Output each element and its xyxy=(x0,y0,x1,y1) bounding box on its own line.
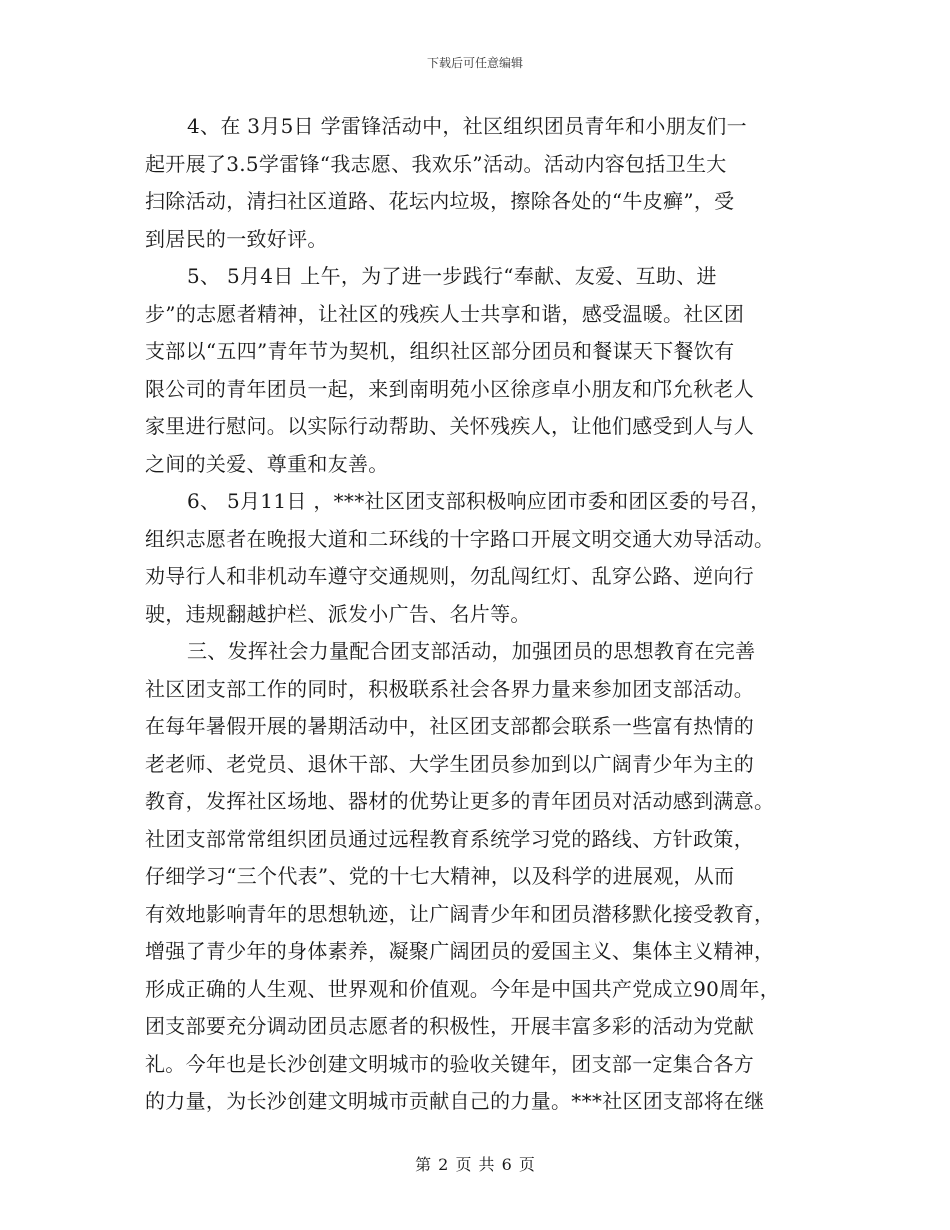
text-line: 家里进行慰问。以实际行动帮助、关怀残疾人，让他们感受到人与人 xyxy=(145,414,754,438)
text-line: 三、发挥社会力量配合团支部活动，加强团员的思想教育在完善 xyxy=(187,639,756,663)
text-line: 步”的志愿者精神，让社区的残疾人士共享和谐，感受温暖。社区团 xyxy=(145,301,745,326)
text-line: 6、 5月11日 ，***社区团支部积极响应团市委和团区委的号召， xyxy=(187,489,771,513)
text-line: 限公司的青年团员一起，来到南明苑小区徐彦卓小朋友和邝允秋老人 xyxy=(145,376,754,401)
text-line: 支部以“五四”青年节为契机，组织社区部分团员和餐谋天下餐饮有 xyxy=(145,339,735,363)
text-line: 团支部要充分调动团员志愿者的积极性，开展丰富多彩的活动为党献 xyxy=(145,1014,754,1038)
text-line: 老老师、老党员、退休干部、大学生团员参加到以广阔青少年为主的 xyxy=(145,751,754,776)
text-line: 起开展了3.5学雷锋“我志愿、我欢乐”活动。活动内容包括卫生大 xyxy=(145,151,727,176)
text-line: 礼。今年也是长沙创建文明城市的验收关键年，团支部一定集合各方 xyxy=(145,1051,754,1076)
text-line: 到居民的一致好评。 xyxy=(145,226,328,251)
text-line: 扫除活动，清扫社区道路、花坛内垃圾，擦除各处的“牛皮癣”，受 xyxy=(145,189,735,213)
text-line: 在每年暑假开展的暑期活动中，社区团支部都会联系一些富有热情的 xyxy=(145,714,754,738)
text-line: 教育，发挥社区场地、器材的优势让更多的青年团员对活动感到满意。 xyxy=(145,789,775,813)
text-line: 之间的关爱、尊重和友善。 xyxy=(145,451,389,476)
text-line: 社区团支部工作的同时，积极联系社会各界力量来参加团支部活动。 xyxy=(145,676,754,701)
text-line: 有效地影响青年的思想轨迹，让广阔青少年和团员潜移默化接受教育， xyxy=(145,901,775,926)
page-footer: 第 2 页 共 6 页 xyxy=(415,1155,535,1174)
document-body xyxy=(145,108,815,1121)
text-line: 仔细学习“三个代表”、党的十七大精神，以及科学的进展观，从而 xyxy=(145,864,735,888)
text-line: 驶，违规翻越护栏、派发小广告、名片等。 xyxy=(145,601,531,626)
page-header: 下载后可任意编辑 xyxy=(426,56,523,70)
text-line: 4、在 3月5日 学雷锋活动中，社区组织团员青年和小朋友们一 xyxy=(187,114,747,138)
text-line: 形成正确的人生观、世界观和价值观。今年是中国共产党成立90周年， xyxy=(145,976,781,1001)
text-line: 的力量，为长沙创建文明城市贡献自己的力量。***社区团支部将在继 xyxy=(145,1089,765,1113)
text-line: 5、 5月4日 上午，为了进一步践行“奉献、友爱、互助、进 xyxy=(187,264,717,288)
text-line: 组织志愿者在晚报大道和二环线的十字路口开展文明交通大劝导活动。 xyxy=(145,526,775,551)
text-line: 增强了青少年的身体素养，凝聚广阔团员的爱国主义、集体主义精神， xyxy=(145,939,775,963)
text-line: 劝导行人和非机动车遵守交通规则，勿乱闯红灯、乱穿公路、逆向行 xyxy=(145,564,754,588)
text-line: 社团支部常常组织团员通过远程教育系统学习党的路线、方针政策， xyxy=(145,826,754,851)
